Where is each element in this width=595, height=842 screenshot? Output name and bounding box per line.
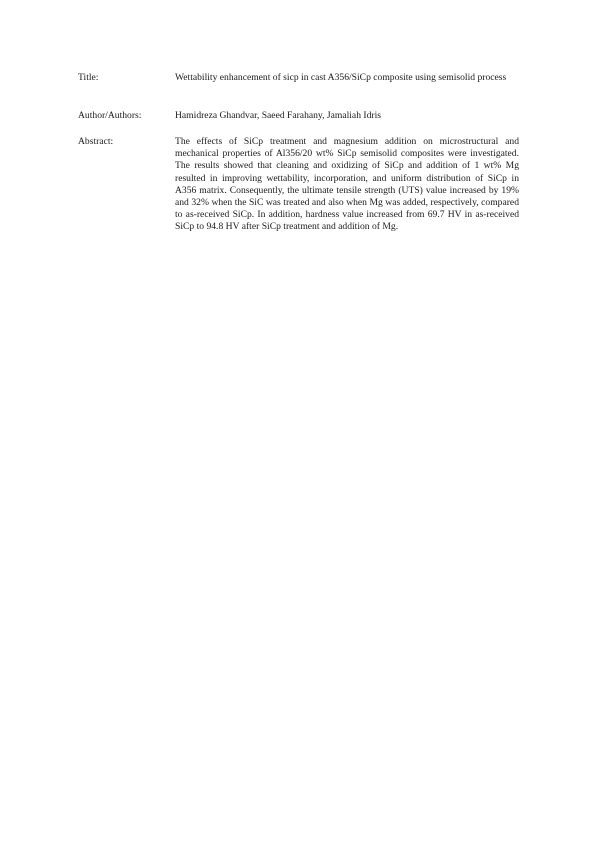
authors-value: Hamidreza Ghandvar, Saeed Farahany, Jamaliah Idris [175, 110, 381, 121]
title-label: Title: [78, 72, 99, 83]
abstract-label: Abstract: [78, 136, 114, 147]
abstract-text: The effects of SiCp treatment and magnesium addition on microstructural and mechanical properties of Al356/20 wt% SiCp semisolid composites were investigated. The results showed that cleaning and oxidizing of SiCp and addition of 1 wt% Mg resulted in improving wettability, incorporation, and uniform distribution of SiCp in A356 matrix. Consequently, the ultimate tensile strength (UTS) value increased by 19% and 32% when the SiC was treated and also when Mg was added, respectively, compared to as-received SiCp. In addition, hardness value increased from 69.7 HV in as-received SiCp to 94.8 HV after SiCp treatment and addition of Mg. [175, 136, 519, 233]
title-value: Wettability enhancement of sicp in cast A356/SiCp composite using semisolid process [175, 72, 507, 83]
authors-label: Author/Authors: [78, 110, 142, 121]
